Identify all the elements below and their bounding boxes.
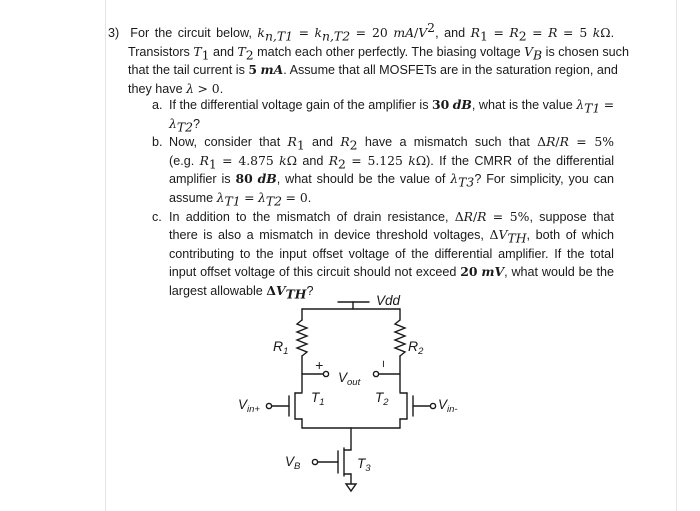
r1-resistor <box>297 320 307 356</box>
r1-label: $R_1$ <box>273 338 289 357</box>
vb-label: $V_B$ <box>285 454 301 472</box>
intro-line-4: they have λ > 0. <box>128 80 224 96</box>
vin-plus-label: $V_{in+}$ <box>238 397 260 415</box>
r2-resistor <box>395 320 405 356</box>
vdd-label: Vdd <box>376 293 401 308</box>
t3-transistor <box>312 448 356 491</box>
r2-label: $R_2$ <box>408 338 424 357</box>
part-label: a. <box>152 98 163 112</box>
part-a: a. If the differential voltage gain of the amplifier is 30 dB, what is the value $\lambda_{T1}$ = $\lambda_{T2}$? <box>152 97 615 135</box>
t1-label: $T_1$ <box>311 390 325 408</box>
intro-line-2: Transistors $T_1$ and $T_2$ match each other perfectly. The biasing voltage $V_B$ is chosen such <box>128 43 629 63</box>
t2-label: $T_2$ <box>375 390 389 408</box>
part-b: b. Now, consider that $R_1$ and $R_2$ have a mismatch such that ΔR/R = 5% (e.g. $R_1 = 4.875$ kΩ and $R_2 = 5.125$ kΩ). If the CMRR of the differential amplifier is 80 dB, what should be the value of $\lambda_{T3}$? For simplicity, you can assume $\lambda_{T1} = \lambda_{T2} = 0$. <box>152 134 615 209</box>
vout-label: $V_{out}$ <box>338 370 361 388</box>
t1-transistor <box>266 393 302 428</box>
tail-node <box>302 428 400 450</box>
vin-minus-label: $V_{in-}$ <box>438 397 458 415</box>
plus-sign: + <box>315 357 324 373</box>
intro-line-3: that the tail current is 5 mA. Assume that all MOSFETs are in the saturation region, and <box>128 62 618 78</box>
t2-transistor <box>400 393 436 428</box>
t3-label: $T_3$ <box>357 456 371 474</box>
part-label: b. <box>152 135 163 150</box>
minus-sign: − <box>376 360 391 368</box>
problem-number: 3) <box>108 26 120 40</box>
part-label: c. <box>152 209 162 224</box>
part-c: c. In addition to the mismatch of drain resistance, ΔR/R = 5%, suppose that there is also a mismatch in device threshold voltages, $\Delta V_{TH}$, both of which contributing to the input offset voltage of the differential amplifier. If the total input offset voltage of this circuit should not exceed 20 mV, what would be the largest allowable $\Delta V_{TH}$? <box>152 208 615 302</box>
intro-line-1: 3) For the circuit below, $k_{n,T1} = k_{n,T2} = 20$ $mA/V^2$, and $R_1 = R_2 = R = 5$ kΩ. <box>108 19 615 44</box>
